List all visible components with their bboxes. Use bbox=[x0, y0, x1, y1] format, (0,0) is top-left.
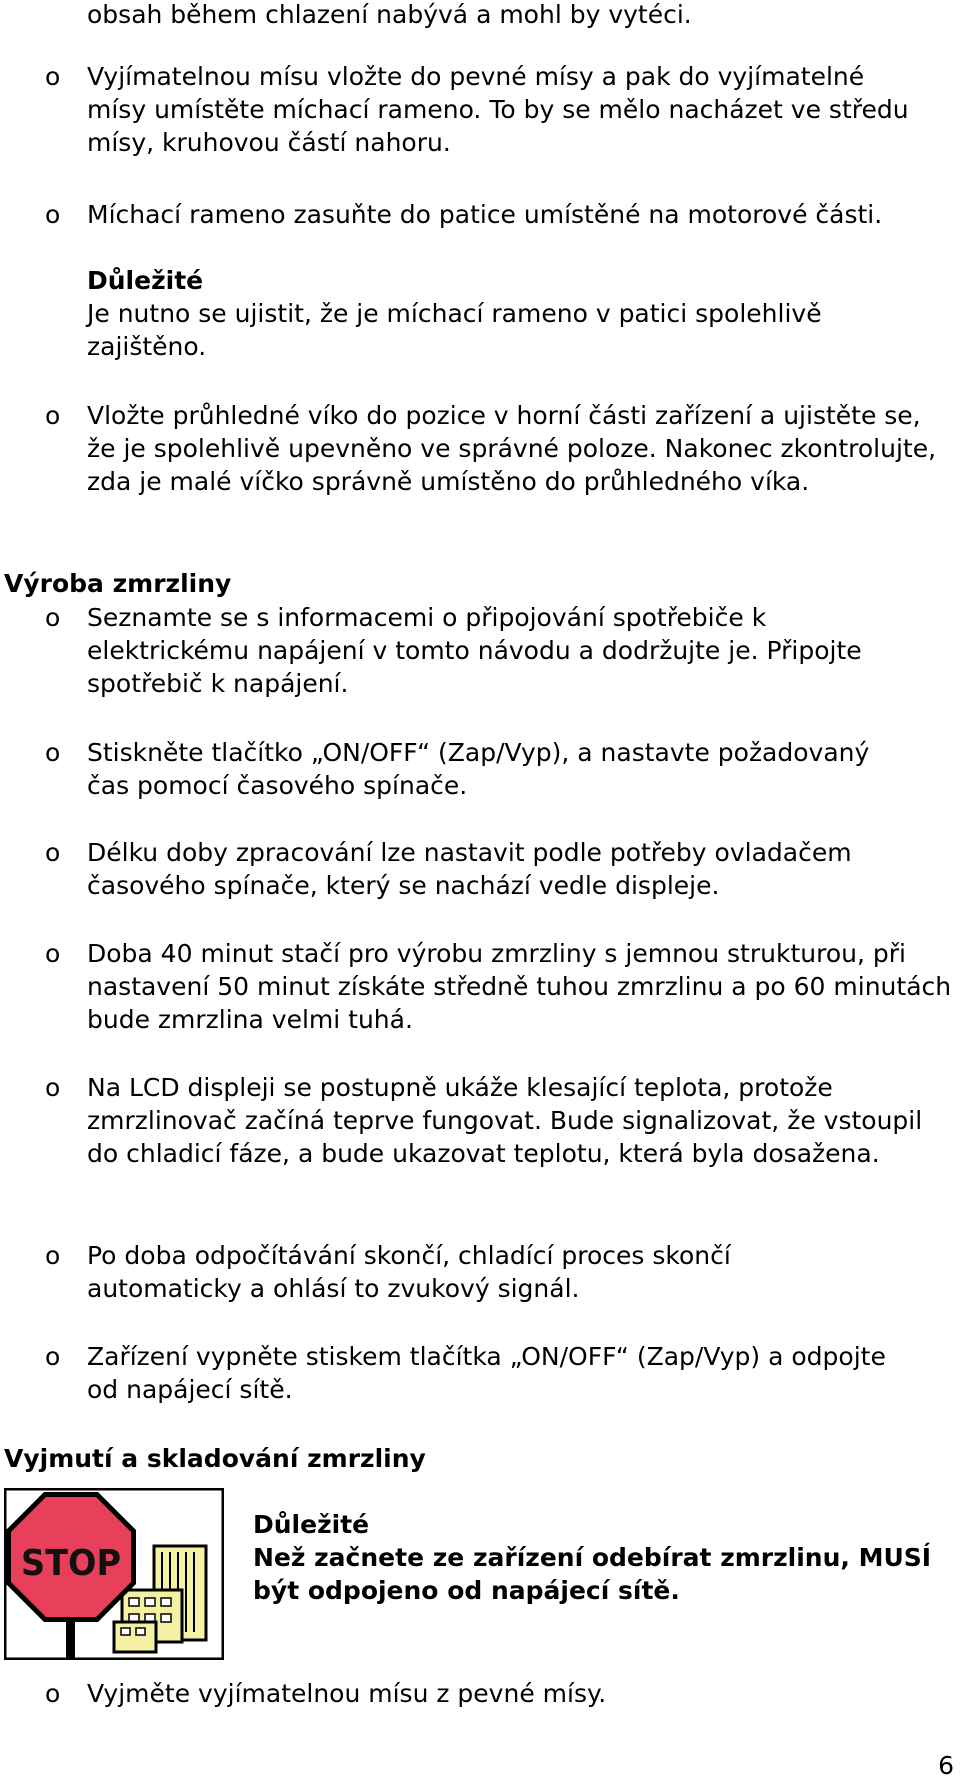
bullet-marker: o bbox=[45, 603, 61, 632]
assembly-step-3: Vložte průhledné víko do pozice v horní části zařízení a ujistěte se, že je spolehlivě upevněno ve správné poloze. Nakonec zkontrolujte, zda je malé víčko správně umístěno do průhledného víka. bbox=[87, 401, 937, 496]
section-heading-ice-cream: Výroba zmrzliny bbox=[4, 569, 232, 598]
ice-cream-step-4: Doba 40 minut stačí pro výrobu zmrzliny s jemnou strukturou, při nastavení 50 minut získáte středně tuhou zmrzlinu a po 60 minutách bude zmrzlina velmi tuhá. bbox=[87, 939, 952, 1034]
assembly-step-2: Míchací rameno zasuňte do patice umístěné na motorové části. bbox=[87, 200, 883, 229]
ice-cream-step-3: Délku doby zpracování lze nastavit podle potřeby ovladačem časového spínače, který se nachází vedle displeje. bbox=[87, 838, 852, 900]
bullet-marker: o bbox=[45, 1679, 61, 1708]
stop-sign-drawing bbox=[4, 1488, 224, 1660]
ice-cream-step-2: Stiskněte tlačítko „ON/OFF“ (Zap/Vyp), a nastavte požadovaný čas pomocí časového spínače. bbox=[87, 738, 870, 800]
bullet-marker: o bbox=[45, 200, 61, 229]
removal-step-1: Vyjměte vyjímatelnou mísu z pevné mísy. bbox=[87, 1679, 607, 1708]
removal-warning-text: Než začnete ze zařízení odebírat zmrzlinu, MUSÍ být odpojeno od napájecí sítě. bbox=[253, 1543, 932, 1605]
bullet-marker: o bbox=[45, 1342, 61, 1371]
ice-cream-step-1: Seznamte se s informacemi o připojování spotřebiče k elektrickému napájení v tomto návodu a dodržujte je. Připojte spotřebič k napájení. bbox=[87, 603, 862, 698]
assembly-step-1: Vyjímatelnou mísu vložte do pevné mísy a pak do vyjímatelné mísy umístěte míchací rameno. To by se mělo nacházet ve středu mísy, kruhovou částí nahoru. bbox=[87, 62, 909, 157]
stop-sign-text: STOP bbox=[21, 1543, 121, 1584]
ice-cream-step-7: Zařízení vypněte stiskem tlačítka „ON/OFF“ (Zap/Vyp) a odpojte od napájecí sítě. bbox=[87, 1342, 886, 1404]
bullet-marker: o bbox=[45, 738, 61, 767]
page-number: 6 bbox=[938, 1751, 954, 1780]
bullet-marker: o bbox=[45, 1073, 61, 1102]
bullet-marker: o bbox=[45, 939, 61, 968]
important-label: Důležité bbox=[87, 266, 204, 295]
ice-cream-step-6: Po doba odpočítávání skončí, chladící proces skončí automaticky a ohlásí to zvukový signál. bbox=[87, 1241, 731, 1303]
stop-sign-with-buildings-icon bbox=[4, 1488, 224, 1660]
bullet-marker: o bbox=[45, 1241, 61, 1270]
section-heading-removal: Vyjmutí a skladování zmrzliny bbox=[4, 1444, 426, 1473]
removal-warning-title: Důležité bbox=[253, 1510, 370, 1539]
intro-tail-text: obsah během chlazení nabývá a mohl by vytéci. bbox=[87, 0, 692, 29]
bullet-marker: o bbox=[45, 62, 61, 91]
removal-warning bbox=[253, 1508, 943, 1607]
bullet-marker: o bbox=[45, 401, 61, 430]
ice-cream-step-5: Na LCD displeji se postupně ukáže klesající teplota, protože zmrzlinovač začíná teprve fungovat. Bude signalizovat, že vstoupil do chladicí fáze, a bude ukazovat teplotu, která byla dosažena. bbox=[87, 1073, 923, 1168]
important-note: Je nutno se ujistit, že je míchací rameno v patici spolehlivě zajištěno. bbox=[87, 299, 822, 361]
bullet-marker: o bbox=[45, 838, 61, 867]
